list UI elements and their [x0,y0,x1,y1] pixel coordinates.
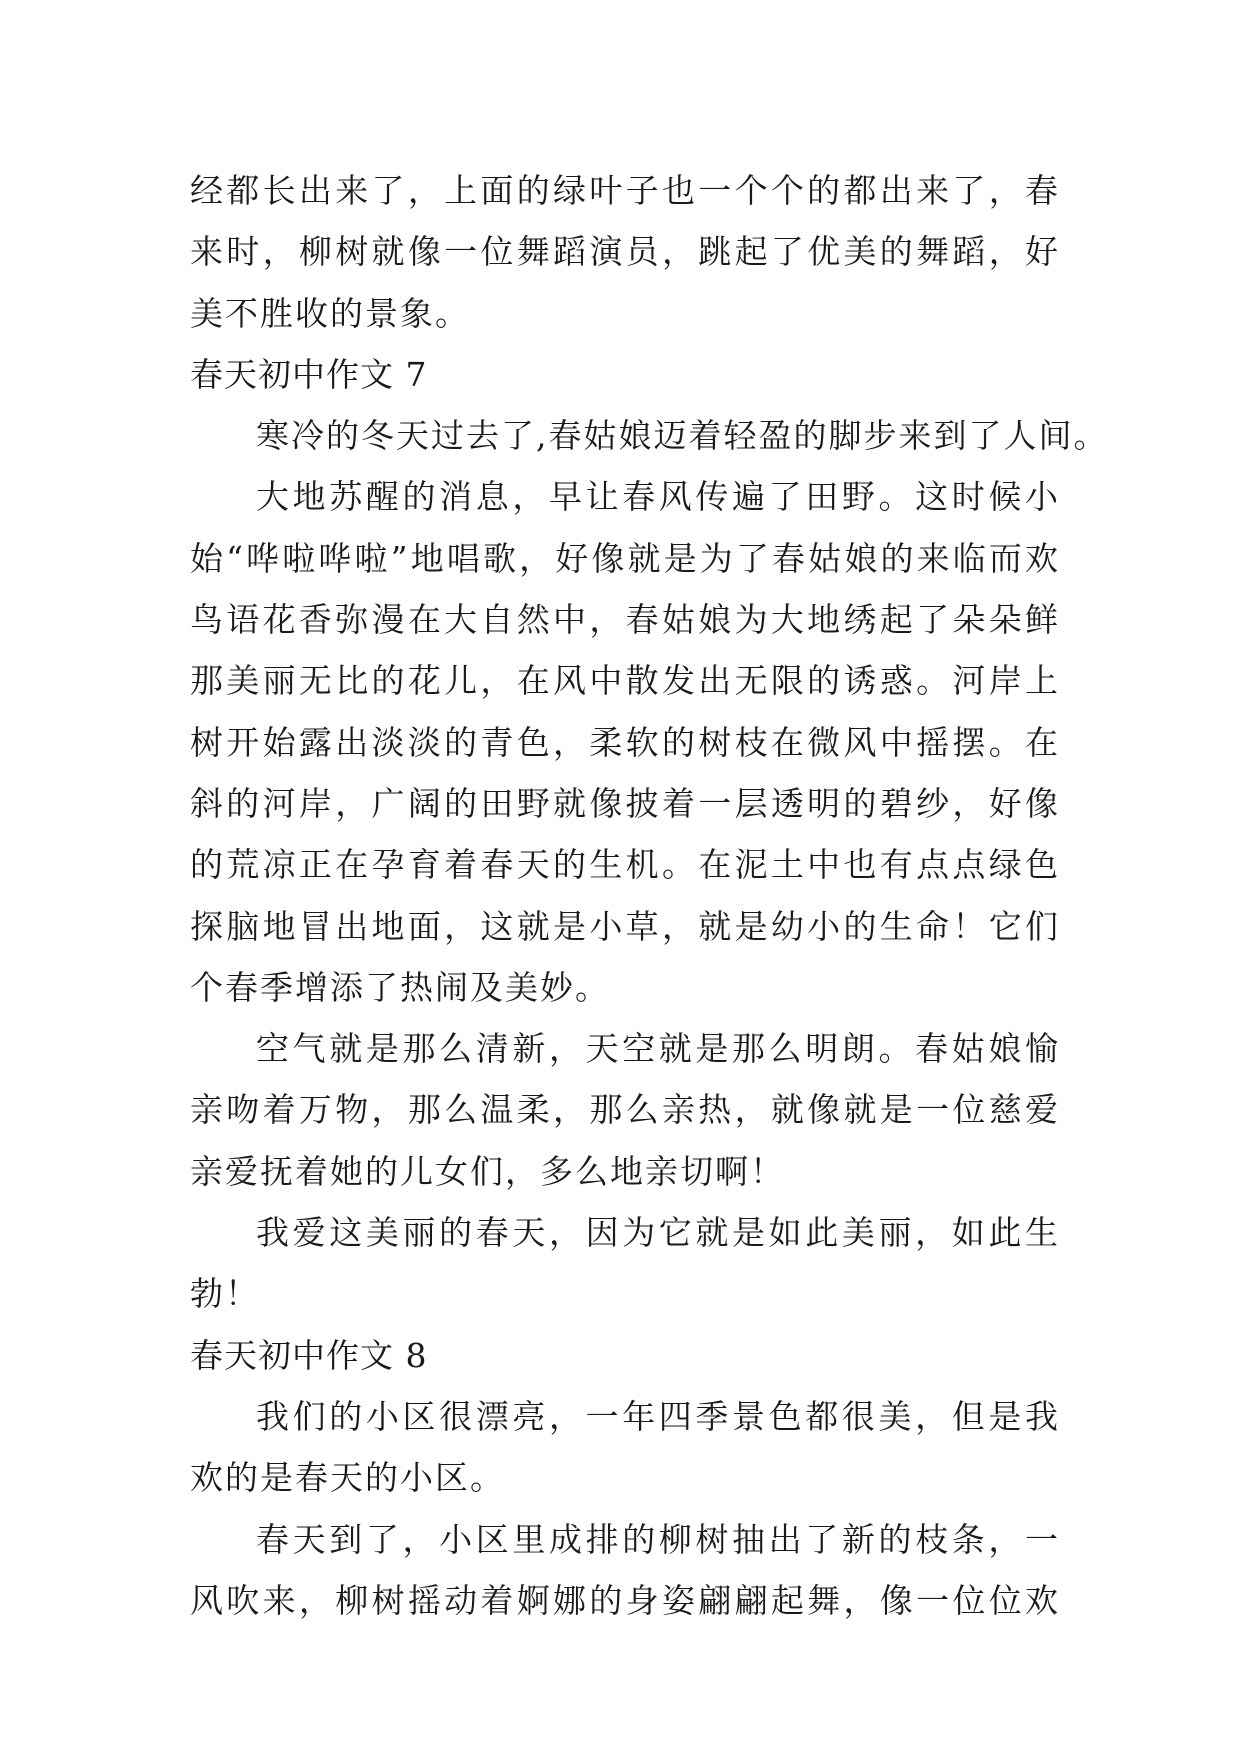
text-line: 春天到了，小区里成排的柳树抽出了新的枝条，一 [256,1519,1060,1559]
section-heading: 春天初中作文 7 [190,354,428,394]
document-page [190,160,1109,1631]
text-line: 那美丽无比的花儿，在风中散发出无限的诱惑。河岸上 [190,661,1060,701]
text-line: 个春季增添了热闹及美妙。 [190,967,610,1007]
text-line: 我爱这美丽的春天，因为它就是如此美丽，如此生 [256,1213,1060,1253]
text-line: 经都长出来了，上面的绿叶子也一个个的都出来了，春 [190,171,1060,210]
text-line: 欢的是春天的小区。 [190,1458,505,1498]
text-line: 来时，柳树就像一位舞蹈演员，跳起了优美的舞蹈，好 [190,232,1060,272]
text-line: 我们的小区很漂亮，一年四季景色都很美，但是我 [256,1396,1060,1436]
text-line: 鸟语花香弥漫在大自然中，春姑娘为大地绣起了朵朵鲜 [190,600,1060,640]
text-line: 亲吻着万物，那么温柔，那么亲热，就像就是一位慈爱 [190,1090,1060,1130]
document-body [190,160,1109,1631]
text-line: 始“哗啦哗啦”地唱歌，好像就是为了春姑娘的来临而欢 [190,538,1060,578]
text-line: 风吹来，柳树摇动着婀娜的身姿翩翩起舞，像一位位欢 [190,1580,1060,1620]
text-line: 的荒凉正在孕育着春天的生机。在泥土中也有点点绿色 [190,845,1060,885]
text-line: 美不胜收的景象。 [190,293,470,333]
section-heading: 春天初中作文 8 [190,1335,428,1375]
text-line: 大地苏醒的消息，早让春风传遍了田野。这时候小 [256,477,1060,517]
text-line: 探脑地冒出地面，这就是小草，就是幼小的生命！它们 [190,906,1060,946]
text-line: 树开始露出淡淡的青色，柔软的树枝在微风中摇摆。在 [190,722,1060,762]
text-line: 亲爱抚着她的儿女们，多么地亲切啊！ [190,1151,785,1191]
text-line: 勃！ [190,1274,260,1314]
text-line: 斜的河岸，广阔的田野就像披着一层透明的碧纱，好像 [190,783,1060,823]
text-line: 寒冷的冬天过去了,春姑娘迈着轻盈的脚步来到了人间。 [256,416,1109,456]
text-line: 空气就是那么清新，天空就是那么明朗。春姑娘愉 [256,1029,1060,1069]
